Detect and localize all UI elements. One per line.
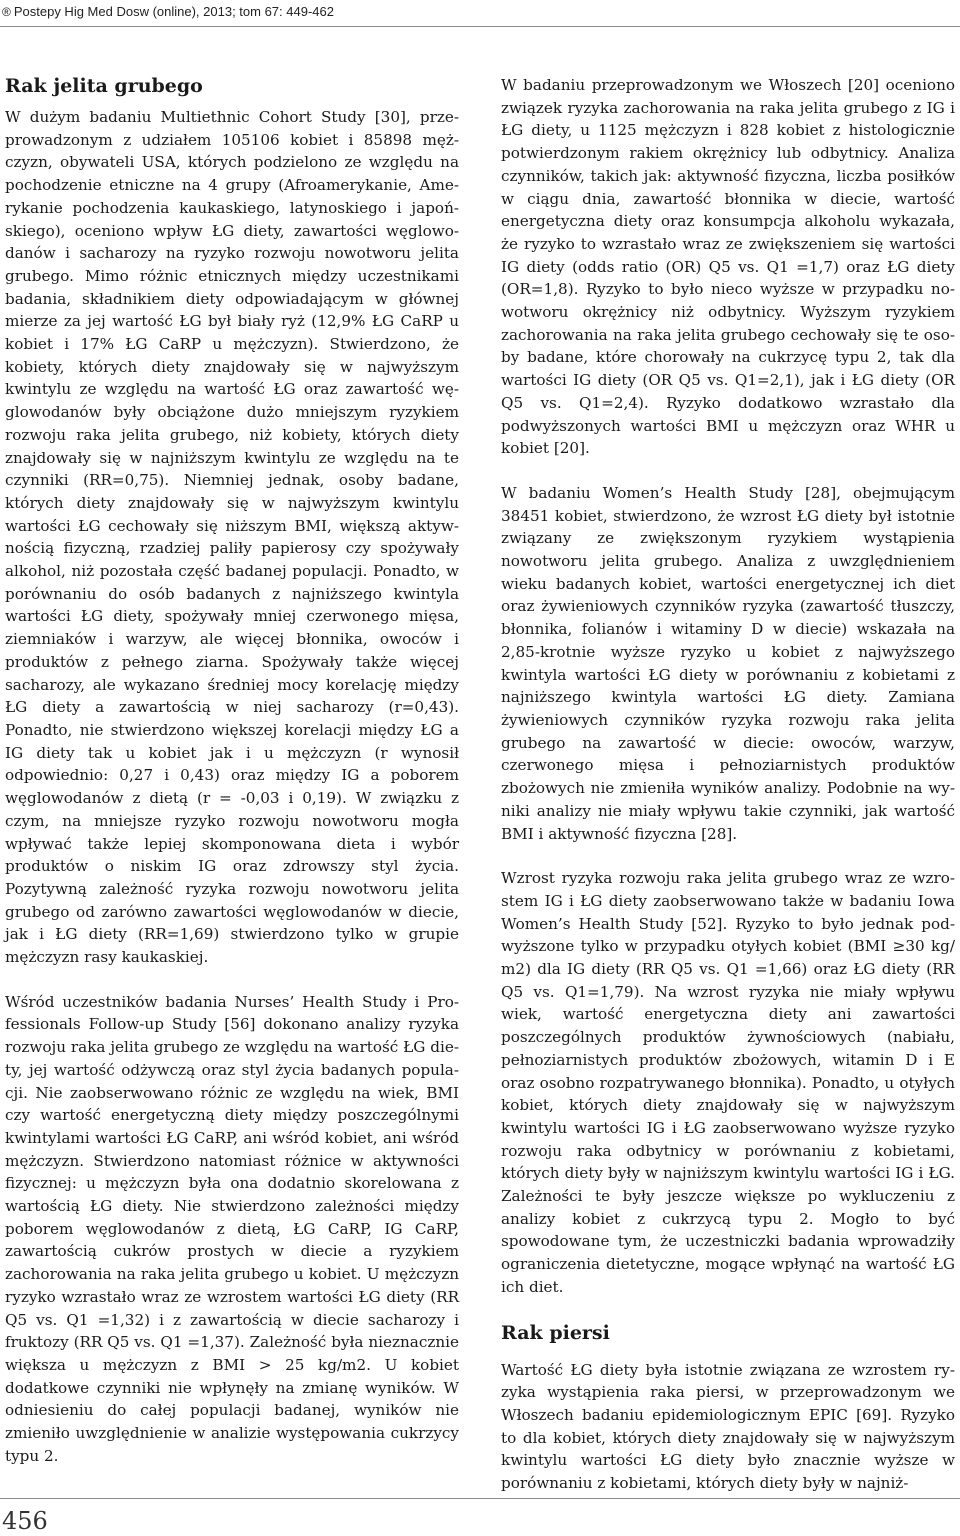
journal-citation — [2, 4, 334, 19]
right-column — [501, 74, 955, 1517]
registered-mark: ® — [2, 5, 11, 19]
paragraph-womens-health-study: W badaniu Women’s Health Study [28], obejmującym 38451 kobiet, stwierdzono, że wzrost ŁG diety był istotnie związany ze zwiększonym ryzykiem wystąpienia nowotworu jelita grubego. Analiza z uwzględnieniem wieku badanych kobiet, wartości energetycznej ich diet oraz żywieniowych czynników ryzyka (zawartość tłuszczy, błonnika, folianów i witaminy D w diecie) wskazała na 2,85-krotnie wyższe ryzyko u kobiet z najwyższego kwintyla wartości ŁG diety w porównaniu z kobietami z najniższego kwintyla wartości ŁG diety. Zamiana żywieniowych czynników ryzyka rozwoju raka jelita grubego na zawartość w diecie: owoców, warzyw, czerwonego mięsa i pełnoziarnistych produktów zbożowych nie zmieniła wyników analizy. Podobnie na wyniki analizy nie miały wpływu takie czynniki, jak wartość BMI i aktywność fizyczna [28]. — [501, 483, 955, 843]
section-heading-breast-cancer: Rak piersi — [501, 1321, 610, 1344]
page-number: 456 — [2, 1507, 48, 1535]
section-heading-colorectal-cancer: Rak jelita grubego — [5, 75, 203, 97]
paragraph-iowa-womens-health-study: Wzrost ryzyka rozwoju raka jelita grubego wraz ze wzrostem IG i ŁG diety zaobserwowano także w badaniu Iowa Women’s Health Study [52]. Ryzyko to było jednak podwyższone tylko w przypadku otyłych kobiet (BMI ≥30 kg/ m2) dla IG diety (RR Q5 vs. Q1 =1,66) oraz ŁG diety (RR Q5 vs. Q1=1,79). Na wzrost ryzyka nie miały wpływu wiek, wartość energetyczna diety ani zawartości poszczególnych produktów żywnościowych (nabiału, pełnoziarnistych produktów zbożowych, witamin D i E oraz osobno rozpatrywanego błonnika). Ponadto, u otyłych kobiet, których diety znajdowały się w najwyższym kwintylu wartości IG i ŁG zaobserwowano wyższe ryzyko rozwoju raka odbytnicy w porównaniu z kobietami, których diety były w najniższym kwintylu wartości IG i ŁG. Zależności te były jeszcze większe po wykluczeniu z analizy kobiet z cukrzycą typu 2. Mogło to być spowodowane tym, że uczestniczki badania wprowadziły ograniczenia dietetyczne, mogące wpłynąć na wartość ŁG ich diet. — [501, 869, 955, 1296]
page-header — [0, 0, 960, 27]
paragraph-multiethnic-cohort: W dużym badaniu Multiethnic Cohort Study [30], przeprowadzonym z udziałem 105106 kobiet i 85898 mężczyzn, obywateli USA, których podzielono ze względu na pochodzenie etniczne na 4 grupy (Afroamerykanie, Amerykanie pochodzenia kaukaskiego, latynoskiego i japońskiego), oceniono wpływ ŁG diety, zawartości węglowodanów i sacharozy na ryzyko rozwoju nowotworu jelita grubego. Mimo różnic etnicznych między uczestnikami badania, składnikiem diety odpowiadającym w głównej mierze za jej wartość ŁG był biały ryż (12,9% ŁG CaRP u kobiet i 17% ŁG CaRP u mężczyzn). Stwierdzono, że kobiety, których diety znajdowały się w najwyższym kwintylu ze względu na wartość ŁG oraz zawartość węglowodanów były obciążone dużo mniejszym ryzykiem rozwoju raka jelita grubego, niż kobiety, których diety znajdowały się w najniższym kwintylu ze względu na te czynniki (RR=0,75). Niemniej jednak, osoby badane, których diety znajdowały się w najwyższym kwintylu wartości ŁG cechowały się niższym BMI, większą aktywnością fizyczną, rzadziej paliły papierosy czy spożywały alkohol, niż pozostała część badanej populacji. Ponadto, w porównaniu do osób badanych z najniższego kwintyla wartości ŁG diety, spożywały mniej czerwonego mięsa, ziemniaków i warzyw, ale więcej błonnika, owoców i produktów z pełnego ziarna. Spożywały także więcej sacharozy, ale wykazano średniej mocy korelację między ŁG diety a zawartością w niej sacharozy (r=0,43). Ponadto, nie stwierdzono większej korelacji między ŁG a IG diety tak u kobiet jak i u mężczyzn (r wynosił odpowiednio: 0,27 i 0,43) oraz między IG a poborem węglowodanów z dietą (r = -0,03 i 0,19). W związku z czym, na mniejsze ryzyko rozwoju nowotworu mogła wpływać także lepiej skomponowana dieta i wybór produktów o niskim IG oraz zdrowszy styl życia. Pozytywną zależność ryzyka rozwoju nowotworu jelita grubego od zarówno zawartości węglowodanów w diecie, jak i ŁG diety (RR=1,69) stwierdzono tylko w grupie mężczyzn rasy kaukaskiej. — [5, 108, 459, 967]
paragraph-nurses-health-study: Wśród uczestników badania Nurses’ Health Study i Professionals Follow-up Study [56] dokonano analizy ryzyka rozwoju raka jelita grubego ze względu na wartość ŁG diety, jej wartość odżywczą oraz styl życia badanych populacji. Nie zaobserwowano różnic ze względu na wiek, BMI czy wartość energetyczną diety między poszczególnymi kwintylami wartości ŁG CaRP, ani wśród kobiet, ani wśród mężczyzn. Stwierdzono natomiast różnice w aktywności fizycznej: u mężczyzn była ona dodatnio skorelowana z wartością ŁG diety. Nie stwierdzono zależności między poborem węglowodanów z dietą, ŁG CaRP, IG CaRP, zawartością cukrów prostych w diecie a ryzykiem zachorowania na raka jelita grubego u kobiet. U mężczyzn ryzyko wzrastało wraz ze wzrostem wartości ŁG diety (RR Q5 vs. Q1 =1,32) i z zawartością w diecie sacharozy i fruktozy (RR Q5 vs. Q1 =1,37). Zależność była nieznacznie większa u mężczyzn z BMI > 25 kg/m2. U kobiet dodatkowe czynniki nie wpłynęły na zmianę wyników. W odniesieniu do całej populacji badanej, wyników nie zmieniło uwzględnienie w analizie występowania cukrzycy typu 2. — [5, 992, 459, 1465]
paragraph-italy-study: W badaniu przeprowadzonym we Włoszech [20] oceniono związek ryzyka zachorowania na raka jelita grubego z IG i ŁG diety, u 1125 mężczyzn i 828 kobiet z histologicznie potwierdzonym rakiem okrężnicy lub odbytnicy. Analiza czynników, takich jak: aktywność fizyczna, liczba posiłków w ciągu dnia, zawartość błonnika w diecie, wartość energetyczna diety oraz konsumpcja alkoholu wykazała, że ryzyko to wzrastało wraz ze zwiększeniem się wartości IG diety (odds ratio (OR) Q5 vs. Q1 =1,7) oraz ŁG diety (OR=1,8). Ryzyko to było nieco wyższe w przypadku nowotworu okrężnicy niż odbytnicy. Wyższym ryzykiem zachorowania na raka jelita grubego cechowały się te osoby badane, które chorowały na cukrzycę typu 2, tak dla wartości IG diety (OR Q5 vs. Q1=2,1), jak i ŁG diety (OR Q5 vs. Q1=2,4). Ryzyko dodatkowo wzrastało dla podwyższonych wartości BMI u mężczyzn oraz WHR u kobiet [20]. — [501, 76, 955, 458]
left-column — [5, 74, 459, 1489]
page-footer — [0, 1498, 960, 1536]
journal-reference: Postepy Hig Med Dosw (online), 2013; tom 67: 449-462 — [13, 4, 334, 19]
paragraph-epic-study: Wartość ŁG diety była istotnie związana ze wzrostem ryzyka wystąpienia raka piersi, w przeprowadzonym we Włoszech badaniu epidemiologicznym EPIC [69]. Ryzyko to dla kobiet, których diety znajdowały się w najwyższym kwintylu wartości ŁG diety było znacznie wyższe w porównaniu z kobietami, których diety były w najniż- — [501, 1360, 955, 1493]
